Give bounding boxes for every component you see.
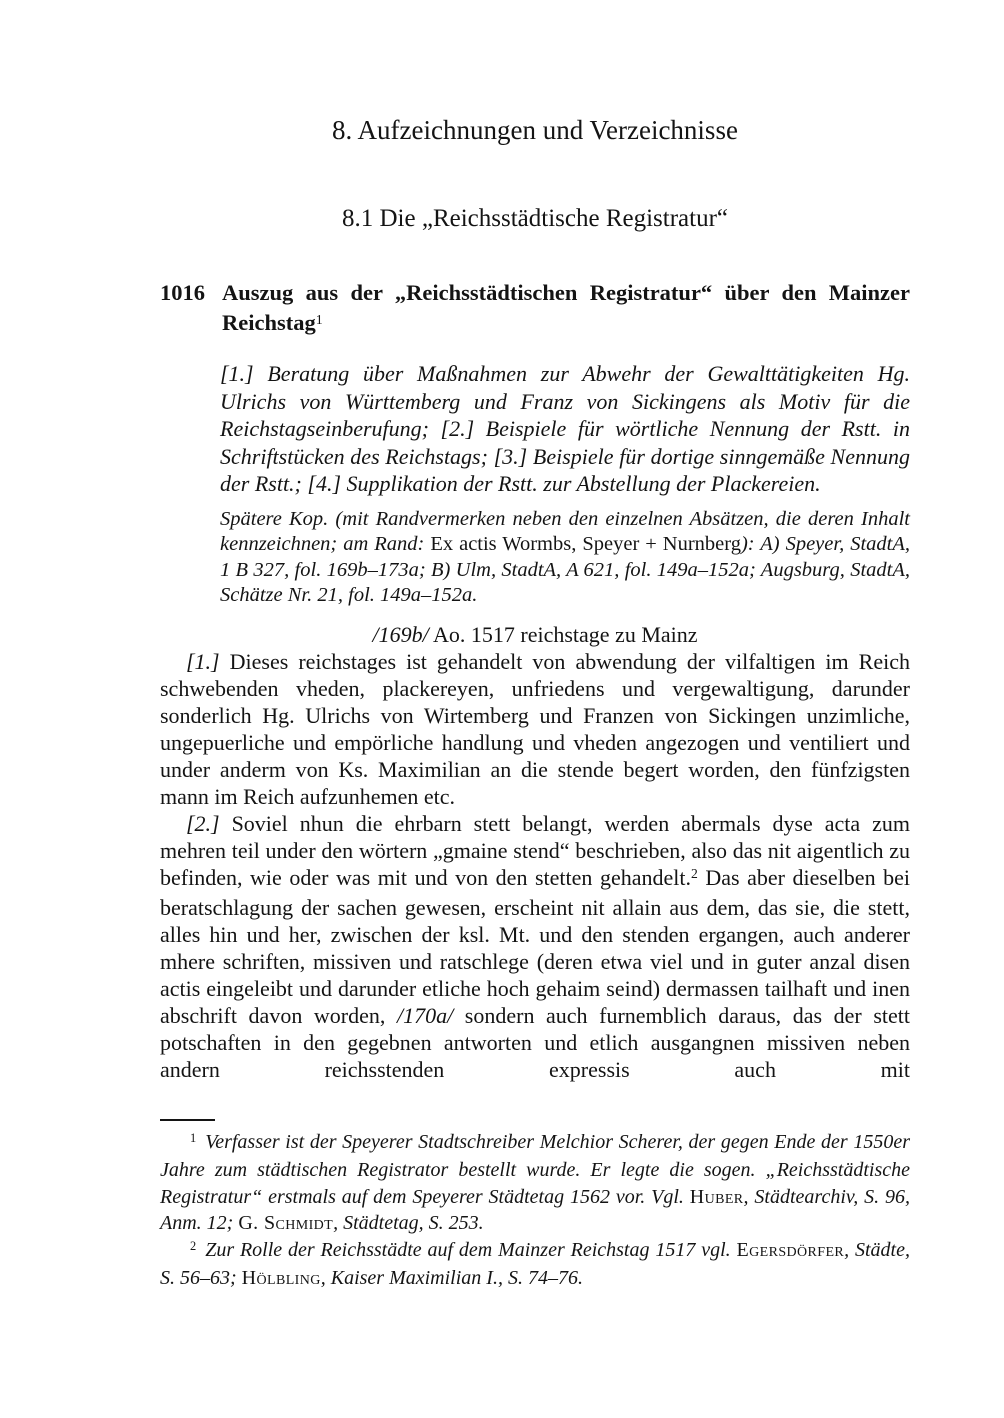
footnote-1-author-huber: Huber xyxy=(689,1185,744,1208)
footnote-2-text-b: , Städte, S. 56–63; xyxy=(160,1238,910,1289)
body-paragraph-1 xyxy=(160,648,910,810)
footnote-1-text-c: , Städtetag, S. 253. xyxy=(333,1212,484,1234)
entry-number: 1016 xyxy=(160,280,205,305)
folio-line-text: Ao. 1517 reichstage zu Mainz xyxy=(428,621,698,647)
footnote-1-marker: 1 xyxy=(190,1130,197,1145)
folio-line xyxy=(160,621,910,648)
footnote-ref-1: 1 xyxy=(315,312,323,328)
entry-title: Auszug aus der „Reichsstädtischen Registratur“ über den Mainzer Reichstag xyxy=(222,280,910,335)
paragraph-2-text-c: sondern auch furnemblich daraus, das der stett potschaften in den gegebnen antworten und etlich ausgangnen missiven neben andern reichsstenden expressis auch mit xyxy=(160,1002,910,1082)
footnote-2 xyxy=(160,1237,910,1292)
footnote-2-marker: 2 xyxy=(190,1238,197,1253)
paragraph-1-text: Dieses reichstages ist gehandelt von abwendung der vilfaltigen im Reich schwebenden vheden, plackereyen, unfriedens und vergewaltigung, darunder sonderlich Hg. Ulrichs von Wirtemberg und Franzen von Sickingen unzimliche, ungepuerliche und empörliche handlung und vheden angezogen und ventiliert und under anderm von Ks. Maximilian an die stende begert worden, den fünfzigsten mann im Reich aufzunhemen etc. xyxy=(160,648,910,809)
footnote-separator-rule xyxy=(160,1119,215,1121)
source-note-italic-1: Spätere Kop. (mit Randvermerken neben den einzelnen Absätzen, die deren Inhalt kennzeichnen; am Rand: xyxy=(220,507,910,555)
source-note-italic-2: ): A) Speyer, StadtA, 1 B 327, fol. 169b–173a; B) Ulm, StadtA, A 621, fol. 149a–152a; Augsburg, StadtA, Schätze Nr. 21, fol. 149a–152a. xyxy=(220,533,910,606)
footnote-2-author-egersdoerfer: Egersdörfer xyxy=(736,1238,845,1261)
footnote-2-text-a: Zur Rolle der Reichsstädte auf dem Mainzer Reichstag 1517 vgl. xyxy=(205,1238,737,1261)
entry-heading xyxy=(160,278,910,342)
source-note-marginal: Ex actis Wormbs, Speyer + Nurnberg xyxy=(430,533,741,555)
summary-paragraph: [1.] Beratung über Maßnahmen zur Abwehr der Gewalttätigkeiten Hg. Ulrichs von Württemberg und Franz von Sickingens als Motiv für die Reichstagseinberufung; [2.] Beispiele für wörtliche Nennung der Rstt. in Schriftstücken des Reichstags; [3.] Beispiele für dortige sinngemäße Nennung der Rstt.; [4.] Supplikation der Rstt. zur Abstellung der Plackereien. xyxy=(220,361,910,496)
section-heading: 8.1 Die „Reichsstädtische Registratur“ xyxy=(342,205,728,232)
footnote-1 xyxy=(160,1129,910,1237)
footnote-1-text-b: , Städtearchiv, S. 96, Anm. 12; xyxy=(160,1185,910,1234)
footnote-2-text-c: , Kaiser Maximilian I., S. 74–76. xyxy=(320,1267,583,1289)
folio-marker-169b: /169b/ xyxy=(372,621,429,647)
footnote-2-author-hoelbling: Hölbling xyxy=(241,1267,321,1289)
footnote-ref-2: 2 xyxy=(690,866,698,882)
paragraph-1-marker: [1.] xyxy=(186,648,220,674)
chapter-heading: 8. Aufzeichnungen und Verzeichnisse xyxy=(332,115,738,145)
folio-marker-170a: /170a/ xyxy=(396,1002,454,1028)
footnotes-section xyxy=(160,1119,910,1292)
paragraph-2-text-b: Das aber dieselben bei beratschlagung der sachen gewesen, erscheint nit allain aus dem, das sie, die stett, alles hin und her, zwischen der ksl. Mt. und den stenden ergangen, auch anderer mhere schriften, missiven und ratschlege (deren etwa viel und in guter anzal disen actis eingeleibt und darunder etliche hoch gehaim seind) dermassen tailhaft und inen abschrift davon worden, xyxy=(160,864,910,1028)
paragraph-2-text-a: Soviel nhun die ehrbarn stett belangt, werden abermals dyse acta zum mehren teil under den wörtern „gmaine stend“ beschrieben, also das nit aigentlich zu befinden, wie oder was mit und von den stetten gehandelt. xyxy=(160,810,910,890)
footnote-1-author-schmidt: G. Schmidt xyxy=(238,1212,334,1234)
body-paragraph-2 xyxy=(160,810,910,1083)
footnote-1-text-a: Verfasser ist der Speyerer Stadtschreiber Melchior Scherer, der gegen Ende der 1550er Jahre zum städtischen Registrator bestellt wurde. Er legte die sogen. „Reichsstädtische Registratur“ erstmals auf dem Speyerer Städtetag 1562 vor. Vgl. xyxy=(160,1130,910,1208)
paragraph-2-marker: [2.] xyxy=(186,810,220,836)
source-note xyxy=(220,507,910,609)
